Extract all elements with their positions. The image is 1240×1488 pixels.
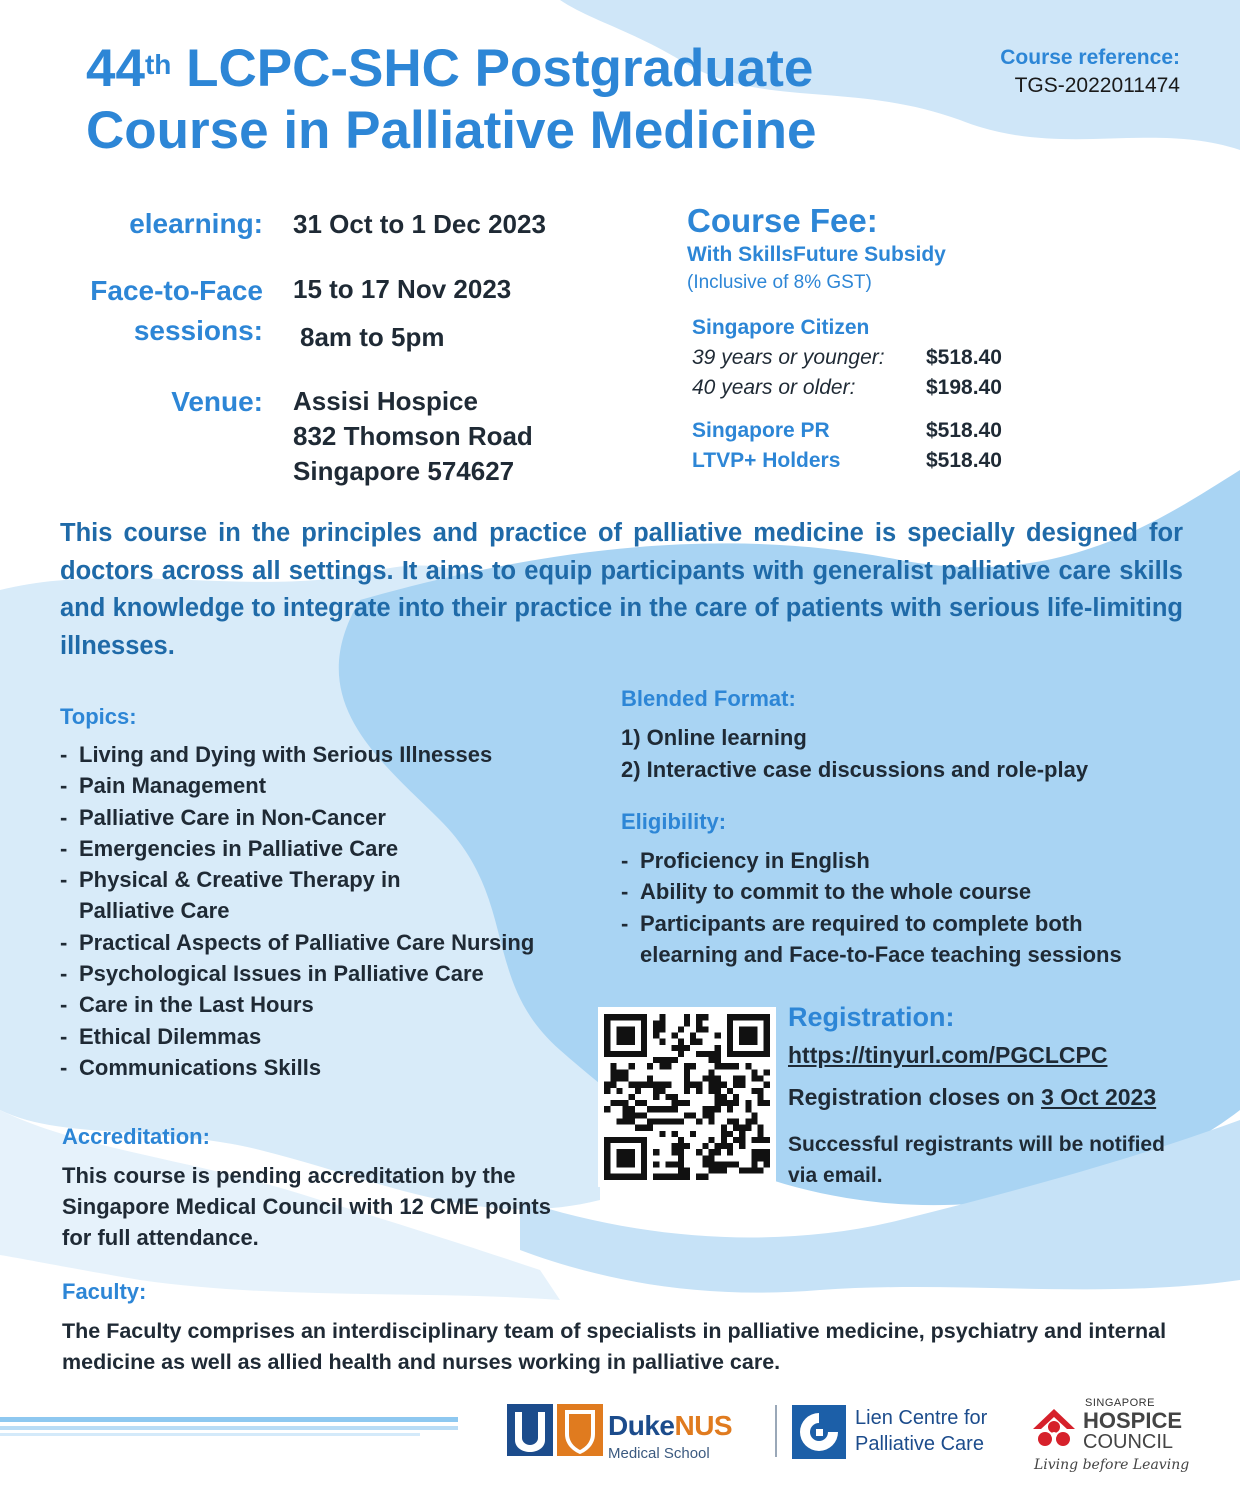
f2f-dates: 15 to 17 Nov 2023 — [293, 274, 512, 304]
list-item: - Psychological Issues in Palliative Care — [60, 958, 600, 989]
title-line1: LCPC-SHC Postgraduate — [171, 39, 814, 98]
blended-list — [621, 722, 1088, 785]
elearning-label: elearning: — [129, 208, 263, 239]
duke-name-b: NUS — [674, 1410, 733, 1441]
registration-closes-date: 3 Oct 2023 — [1041, 1084, 1157, 1110]
list-item: - Palliative Care in Non-Cancer — [60, 802, 600, 833]
eligibility-heading: Eligibility: — [621, 809, 727, 834]
course-reference-label: Course reference: — [1000, 46, 1180, 69]
venue-line3: Singapore 574627 — [293, 456, 515, 486]
accreditation-heading: Accreditation: — [62, 1124, 210, 1149]
eligibility-list — [621, 845, 1201, 970]
fee-row — [692, 416, 1032, 446]
f2f-label-line1: Face-to-Face — [90, 275, 263, 306]
fee-row-amount: $198.40 — [926, 376, 1002, 399]
faculty-heading: Faculty: — [62, 1279, 147, 1304]
lien-centre-wordmark — [855, 1405, 987, 1457]
title-line2: Course in Palliative Medicine — [86, 101, 817, 160]
title-ordinal: th — [144, 49, 172, 80]
fee-title: Course Fee: — [687, 202, 878, 239]
shc-name-line2: COUNCIL — [1083, 1431, 1174, 1453]
list-item: 1) Online learning — [621, 725, 807, 750]
list-item: - Ethical Dilemmas — [60, 1021, 600, 1052]
fee-row-name: LTVP+ Holders — [692, 449, 841, 472]
fee-citizen-heading — [692, 313, 1032, 343]
fee-gst-note: (Inclusive of 8% GST) — [687, 272, 872, 293]
fee-row-name: 40 years or older: — [692, 376, 856, 399]
fee-row — [692, 343, 1032, 373]
list-item: - Participants are required to complete both elearning and Face-to-Face teaching sessions — [621, 908, 1180, 971]
fee-row-amount: $518.40 — [926, 346, 1002, 369]
fee-row — [692, 446, 1032, 476]
list-item: - Communications Skills — [60, 1052, 600, 1083]
lien-centre-logo-icon — [792, 1405, 846, 1459]
list-item: 2) Interactive case discussions and role-play — [621, 756, 1089, 782]
logo-divider — [775, 1405, 777, 1457]
elearning-dates: 31 Oct to 1 Dec 2023 — [293, 209, 546, 239]
lien-line2: Palliative Care — [855, 1433, 984, 1455]
registration-note: Successful registrants will be notified via email. — [788, 1133, 1165, 1187]
duke-name-a: Duke — [608, 1410, 675, 1441]
venue-line1: Assisi Hospice — [293, 386, 478, 416]
blended-heading: Blended Format: — [621, 686, 796, 711]
fee-subtitle: With SkillsFuture Subsidy — [687, 243, 946, 266]
list-item: - Ability to commit to the whole course — [621, 876, 1201, 907]
fee-row-amount: $518.40 — [926, 419, 1002, 442]
topics-list — [60, 739, 600, 1083]
shc-top-text: SINGAPORE — [1085, 1397, 1155, 1409]
shc-name-line1: HOSPICE — [1083, 1408, 1183, 1433]
registration-link[interactable]: https://tinyurl.com/PGCLCPC — [788, 1042, 1108, 1068]
course-reference — [1000, 44, 1180, 100]
hospice-council-logo-icon — [1027, 1405, 1081, 1457]
registration-heading: Registration: — [788, 1002, 955, 1032]
list-item: - Practical Aspects of Palliative Care Nursing — [60, 927, 600, 958]
venue-label: Venue: — [171, 386, 263, 417]
registration-closes — [788, 1084, 1156, 1111]
list-item: - Living and Dying with Serious Illnesses — [60, 739, 600, 770]
fee-row-name: Singapore PR — [692, 419, 830, 442]
decorative-lines — [0, 1415, 458, 1439]
title-number: 44 — [86, 39, 145, 98]
list-item: - Pain Management — [60, 770, 600, 801]
faculty-text: The Faculty comprises an interdisciplinary team of specialists in palliative medicine, psychiatry and internal medicine as well as allied health and nurses working in palliative care. — [62, 1319, 1167, 1374]
f2f-label-line2: sessions: — [133, 315, 263, 346]
list-item: - Physical & Creative Therapy in Palliative Care — [60, 864, 439, 927]
f2f-time: 8am to 5pm — [300, 322, 445, 352]
fee-row-amount: $518.40 — [926, 449, 1002, 472]
course-reference-code: TGS-2022011474 — [1014, 74, 1180, 97]
registration-closes-prefix: Registration closes on — [788, 1084, 1042, 1110]
intro-paragraph: This course in the principles and practice of palliative medicine is specially designed for doctors across all settings. It aims to equip participants with generalist palliative care skills and knowledge to integrate into their practice in the care of patients with serious life-limiting illnesses. — [60, 519, 1183, 660]
registration-qr-code[interactable] — [598, 1007, 776, 1187]
duke-nus-wordmark — [608, 1410, 732, 1442]
topics-heading: Topics: — [60, 704, 137, 729]
page-title — [86, 38, 816, 162]
fee-row — [692, 373, 1032, 403]
list-item: - Care in the Last Hours — [60, 989, 600, 1020]
lien-line1: Lien Centre for — [855, 1407, 988, 1429]
list-item: - Proficiency in English — [621, 845, 1201, 876]
fee-citizen-label: Singapore Citizen — [692, 316, 870, 339]
accreditation-text: This course is pending accreditation by the Singapore Medical Council with 12 CME points for full attendance. — [62, 1163, 551, 1250]
shc-tagline: Living before Leaving — [1034, 1457, 1190, 1473]
list-item: - Emergencies in Palliative Care — [60, 833, 600, 864]
duke-nus-subtitle: Medical School — [608, 1445, 710, 1462]
fee-row-name: 39 years or younger: — [692, 346, 885, 369]
venue-line2: 832 Thomson Road — [293, 421, 533, 451]
